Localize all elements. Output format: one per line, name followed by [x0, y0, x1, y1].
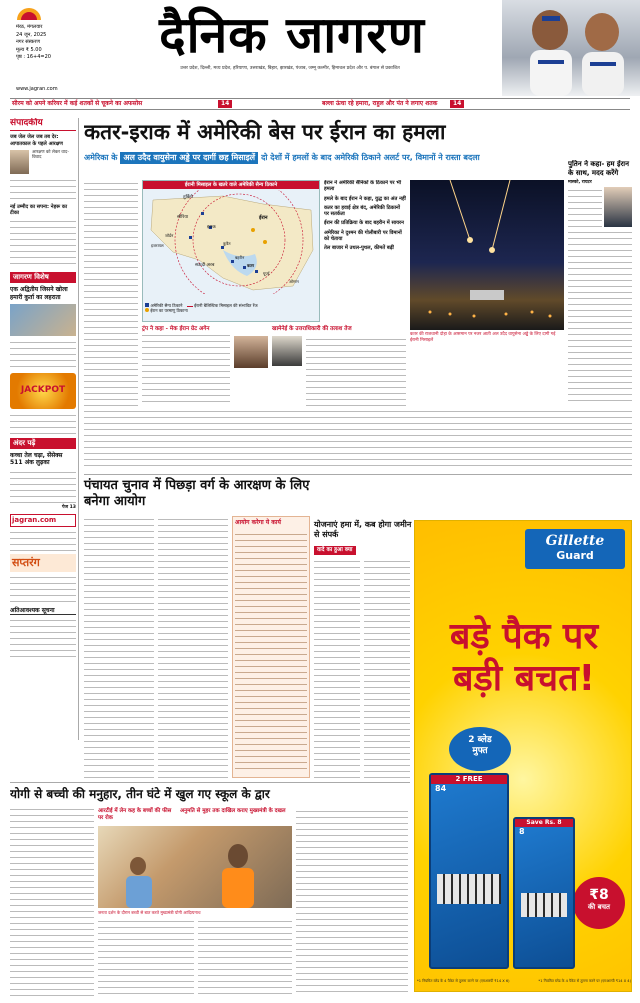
bullet-2: हमले के बाद ईरान ने कहा, युद्ध का अंत नहीं — [324, 195, 406, 202]
doha-night-photo — [410, 180, 564, 330]
legend-1: अमेरिकी सैन्य ठिकाने — [150, 303, 183, 308]
cricket-photo — [502, 0, 640, 96]
pack-small-count: 8 — [519, 826, 525, 836]
map-label-saudi: सऊदी अरब — [195, 263, 215, 268]
trump-photo — [234, 336, 268, 368]
editorial-author: आरक्षण को लेकर वाद-विवाद — [31, 149, 69, 161]
school-photo-caption: जनता दर्शन के दौरान बच्ची से बात करते मुख्यमंत्री योगी आदित्यनाथ — [98, 910, 201, 915]
nuclear-marker — [263, 240, 267, 244]
pack-large-blades — [437, 874, 501, 904]
bullet-3: कतर का हवाई क्षेत्र बंद, अमेरिकी ठिकानों पर सतर्कता — [324, 204, 400, 217]
base-marker — [255, 270, 258, 273]
savings-amount: ₹8 — [589, 887, 609, 903]
threat-map — [142, 180, 320, 322]
badge-line-1: 2 ब्लेड — [468, 735, 492, 745]
subhead-pre: अमेरिका के — [84, 153, 118, 162]
panchayat-headline[interactable]: पंचायत चुनाव में पिछड़ा वर्ग के आरक्षण के लिए बनेगा आयोग — [84, 478, 310, 509]
legend-base-icon — [145, 303, 149, 307]
bullet-5: अमेरिका ने दुश्मन की गोलीबारी पर विमानों को चेताया — [324, 229, 402, 242]
base-marker — [189, 236, 192, 239]
map-label-kuwait: कुवैत — [223, 241, 231, 246]
masthead-edition: नगर संस्करण — [16, 39, 41, 45]
teaser-right-page: 14 — [450, 100, 464, 108]
school-photo — [98, 826, 292, 908]
yojana-tag: वादे का हुआ क्या — [314, 546, 356, 555]
legend-nuclear-icon — [145, 308, 149, 312]
gillette-brand: Gillette — [545, 533, 605, 549]
opinion-1[interactable]: नई उम्मीद का सपना: नेहरू का टीका — [10, 203, 67, 216]
legend-3: ईरान का परमाणु ठिकाना — [150, 308, 188, 314]
inside-heading: अंदर पढ़ें — [10, 438, 76, 449]
map-label-jordan: जॉर्डन — [165, 233, 174, 238]
teaser-bar — [10, 98, 630, 110]
footnote-1: *1 नियमित ब्लेड के 4 पैकेट से तुलना करने पर (एमआरपी ₹14 X 6) — [417, 979, 510, 983]
panchayat-box-heading: आयोग करेगा ये कार्य — [235, 519, 281, 526]
footnote-2: *1 नियमित ब्लेड के 4 पैकेट से तुलना करने पर (एमआरपी ₹14 X 4) — [538, 979, 631, 983]
bullet-4: ईरान की प्रतिक्रिया के बाद बहरीन में सायरन — [324, 220, 404, 227]
trump-subhead[interactable]: ट्रंप ने कहा - मेक ईरान ग्रेट अगेन — [142, 326, 268, 333]
putin-box — [568, 160, 632, 406]
school-sub-1[interactable]: आरटीई में लेन कह के बच्चों की फीस पर रोक — [98, 808, 172, 821]
gillette-logo — [525, 529, 625, 569]
teaser-left[interactable]: सीरम को अपने करियर में कई शतकों से चूकने का अफसोस — [12, 100, 143, 107]
blade-pack-large — [429, 773, 509, 969]
panchayat-body-1 — [84, 516, 154, 778]
pack-large-tag: 2 FREE — [431, 775, 507, 784]
blade-pack-small — [513, 817, 575, 969]
base-marker — [221, 246, 224, 249]
khamenei-photo — [272, 336, 302, 366]
teaser-left-page: 14 — [218, 100, 232, 108]
map-label-turkey: तुर्किये — [183, 195, 193, 200]
panchayat-box — [232, 516, 310, 778]
editorial-intro[interactable]: जब जेल जेल जब तब देर: आपातकाल के पहले आरक्षण — [10, 134, 63, 147]
map-label-iran: ईरान — [259, 215, 268, 221]
putin-byline: मास्को, रायटर — [568, 179, 592, 185]
nuclear-marker — [251, 228, 255, 232]
special-photo — [10, 304, 76, 336]
masthead-date: 24 जून, 2025 — [16, 31, 47, 38]
masthead-city: मेरठ, मंगलवार — [16, 24, 43, 30]
school-body-4 — [296, 808, 408, 996]
base-marker — [231, 260, 234, 263]
base-marker — [243, 266, 246, 269]
free-blades-badge — [449, 727, 511, 771]
map-label-qatar: कतर — [247, 263, 254, 268]
lead-headline[interactable]: कतर-इराक में अमेरिकी बेस पर ईरान का हमला — [84, 120, 446, 144]
savings-burst — [573, 877, 625, 929]
inside-title[interactable]: कच्चा तेल चढ़ा, सेंसेक्स 511 अंक लुढ़का — [10, 451, 63, 467]
pack-small-tag: Save Rs. 8 — [515, 819, 573, 827]
map-title: ईरानी मिसाइल के खतरे वाले अमेरिकी सैन्य ठिकाने — [143, 181, 319, 189]
base-marker — [201, 212, 204, 215]
map-label-syria: सीरिया — [177, 215, 188, 220]
masthead — [0, 0, 640, 96]
saptrang-label: सप्तरंग — [12, 556, 40, 570]
lead-bullets — [324, 180, 406, 320]
sidebar — [10, 118, 76, 738]
badge-line-2: मुफ्त — [472, 746, 488, 757]
pack-large-count: 84 — [435, 783, 447, 793]
gillette-ad[interactable] — [414, 520, 632, 992]
special-heading: जागरण विशेष — [10, 272, 76, 283]
khamenei-body — [306, 336, 406, 406]
map-label-bahrain: बहरीन — [235, 255, 245, 260]
jackpot-ad[interactable] — [10, 373, 76, 409]
teaser-right[interactable]: बल्ला ऊंचा रहे हमारा, राहुल और पंत ने लगाए शतक — [322, 100, 438, 107]
putin-heading[interactable]: पुतिन ने कहा- हम ईरान के साथ, मदद करेंगे — [568, 160, 630, 177]
masthead-price: मूल्य ₹ 5.00 — [16, 46, 42, 53]
special-title[interactable]: एक अद्वितीय जिसने खोला हमारी कुर्ता का लहराता — [10, 286, 68, 301]
map-label-iraq: इराक — [207, 225, 216, 230]
pack-small-blades — [521, 893, 567, 917]
lead-body-lower — [84, 408, 632, 470]
lead-body-col1 — [84, 180, 138, 406]
saptrang-box[interactable] — [10, 554, 76, 572]
school-sub-2[interactable]: अनुमति से मुहर तक दाखिल कराए मुख्यमंत्री के दखल — [180, 808, 286, 814]
subhead-post: दो देशों में हमलों के बाद अमेरिकी ठिकाने अलर्ट पर, विमानों ने रास्ता बदला — [261, 153, 480, 162]
ad-footnotes — [417, 979, 631, 983]
lead-subhead — [84, 150, 632, 166]
savings-label: की बचत — [587, 903, 611, 911]
bullet-1: ईरान ने अमेरिकी सैनिकों के ठिकाने पर भी हमला — [324, 180, 402, 193]
map-label-uae: यूएई — [263, 271, 270, 276]
ad-headline-2: बड़ी बचत! — [452, 658, 596, 699]
map-label-israel: इजरायल — [151, 243, 164, 248]
school-body-2 — [98, 918, 194, 996]
masthead-title: दैनिक जागरण — [159, 5, 425, 64]
masthead-website[interactable]: www.jagran.com — [16, 86, 58, 92]
jagran-com-label: jagran.com — [12, 516, 57, 525]
bullet-6: तेल बाजार में उथल-पुथल, कीमतें बढ़ीं — [324, 245, 394, 251]
legend-range-icon — [187, 306, 193, 307]
gillette-brand-sub: Guard — [556, 549, 594, 562]
map-legend — [145, 303, 317, 314]
subhead-highlight: अल उदैद वायुसेना अड्डे पर दागीं छह मिसाइलें — [120, 152, 258, 164]
short-news-heading: अतिआवश्यक सूचना — [10, 607, 76, 616]
school-body-1 — [10, 806, 94, 996]
masthead-tagline: उत्तर प्रदेश, दिल्ली, मध्य प्रदेश, हरियाणा, उत्तराखंड, बिहार, झारखंड, पंजाब, जम्मू कश्मीर, हिमाचल प्रदेश और प. बंगाल से प्रकाशित — [180, 66, 400, 71]
school-headline[interactable]: योगी से बच्ची की मनुहार, तीन घंटे में खुल गए स्कूल के द्वार — [10, 787, 270, 801]
legend-2: ईरानी बैलिस्टिक मिसाइल की संभावित रेंज — [194, 303, 258, 308]
editorial-heading: संपादकीय — [10, 118, 76, 131]
inside-page-ref: पेज 13 — [61, 504, 76, 510]
map-label-oman: ओमान — [289, 279, 299, 284]
khamenei-subhead[interactable]: खामेनेई के उत्तराधिकारी की तलाश तेज — [272, 326, 352, 332]
lead-body-col2 — [142, 326, 230, 406]
jagran-com-box[interactable] — [10, 514, 76, 527]
doha-photo-caption: कतर की राजधानी दोहा के आसमान पर नजर आती अल उदैद वायुसेना अड्डे के लिए दागी गई ईरानी मिसाइलें — [410, 332, 556, 343]
yojana-headline[interactable]: योजनाएं हमा में, कब होगा जमीन से संपर्क — [314, 520, 412, 539]
yojana-body-1 — [314, 558, 360, 778]
logo-sun-icon — [16, 8, 42, 20]
school-body-3 — [198, 918, 292, 996]
yojana-body-2 — [364, 558, 410, 778]
author-photo — [10, 150, 29, 174]
ad-headline-1: बड़े पैक पर — [449, 616, 599, 657]
jackpot-label: JACKPOT — [20, 385, 66, 396]
masthead-pages: पृष्ठ : 16+4=20 — [16, 54, 51, 60]
putin-photo — [604, 187, 632, 227]
panchayat-body-2 — [158, 516, 228, 778]
